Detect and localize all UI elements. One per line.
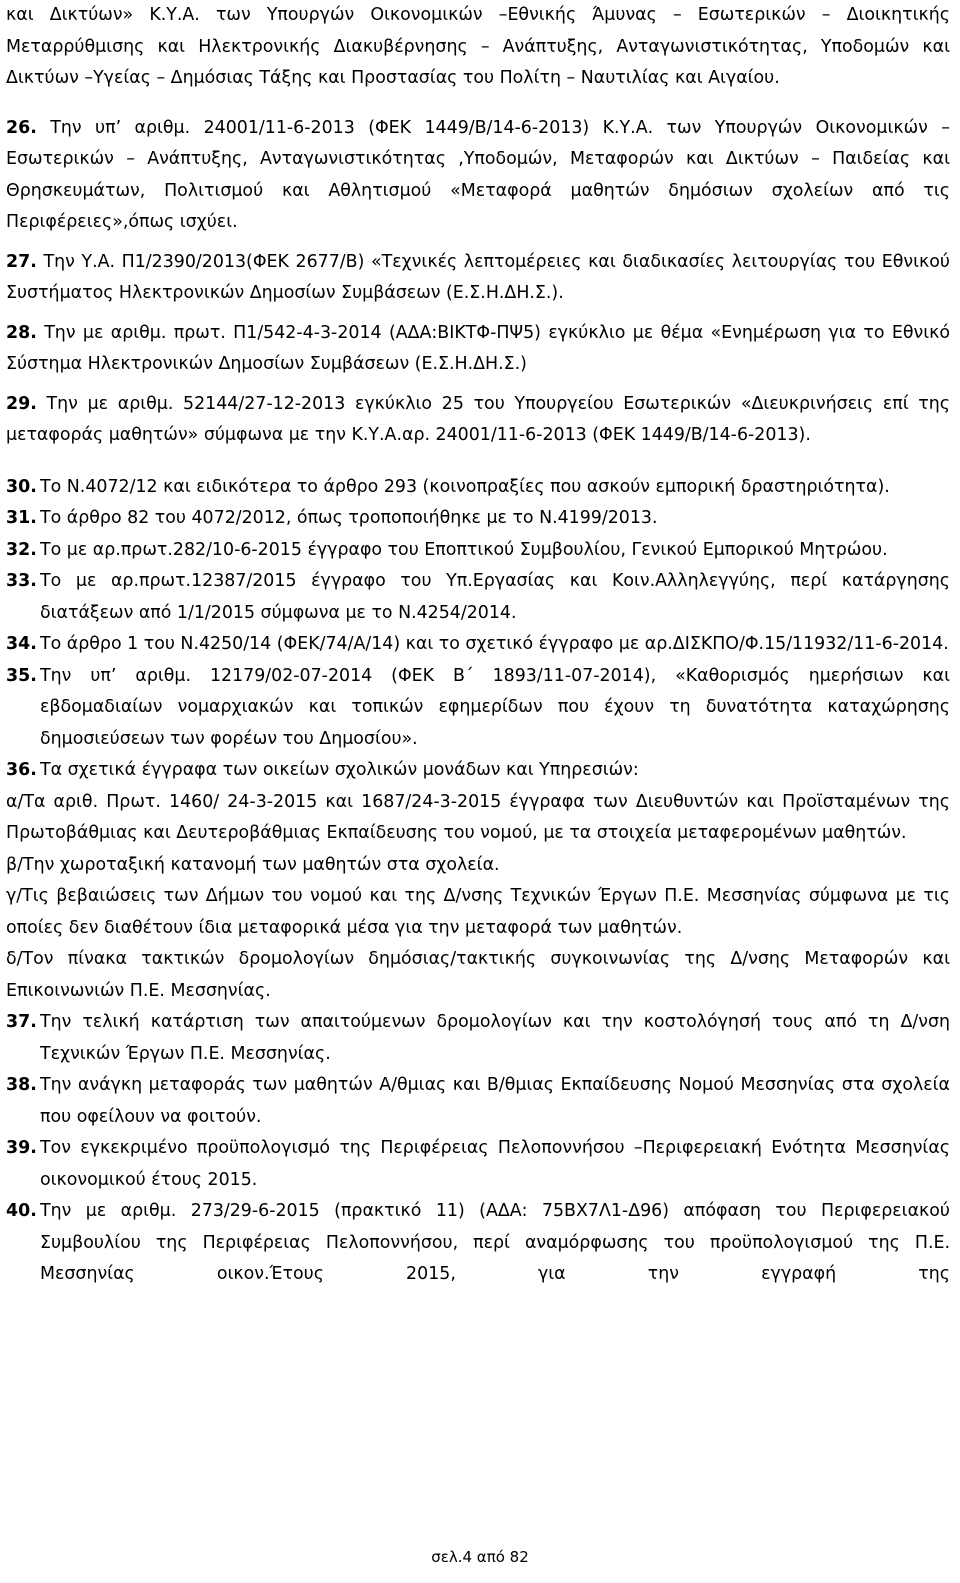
list-item-29 [6, 389, 950, 452]
list-item-30 [6, 472, 950, 504]
item-text: Το Ν.4072/12 και ειδικότερα το άρθρο 293 (κοινοπραξίες που ασκούν εμπορική δραστηριότητα). [40, 476, 890, 497]
item-text: Την με αριθμ. πρωτ. Π1/542-4-3-2014 (ΑΔΑ:ΒΙΚΤΦ-ΠΨ5) εγκύκλιο με θέμα «Ενημέρωση για το Εθνικό Σύστημα Ηλεκτρονικών Δημοσίων Συμβάσεων (Ε.Σ.Η.ΔΗ.Σ.) [6, 322, 950, 374]
item-number: 32. [6, 539, 37, 560]
item-text: Την ανάγκη μεταφοράς των μαθητών Α/θμιας και Β/θμιας Εκπαίδευσης Νομού Μεσσηνίας στα σχολεία που οφείλουν να φοιτούν. [40, 1075, 950, 1127]
item-number: 30. [6, 476, 37, 497]
list-item-27 [6, 247, 950, 310]
item-number: 35. [6, 665, 37, 686]
list-item-26 [6, 113, 950, 239]
list-item-34 [6, 629, 950, 661]
item-number: 38. [6, 1075, 37, 1095]
list-item-40 [6, 1196, 950, 1291]
list-item-39 [6, 1133, 950, 1196]
item-text: Τα σχετικά έγγραφα των οικείων σχολικών μονάδων και Υπηρεσιών: [40, 760, 639, 780]
item-number: 33. [6, 571, 37, 591]
item-text: Την υπ’ αριθμ. 24001/11-6-2013 (ΦΕΚ 1449/Β/14-6-2013) Κ.Υ.Α. των Υπουργών Οικονομικών – Εσωτερικών – Ανάπτυξης, Ανταγωνιστικότητας ,Υποδομών, Μεταφορών και Δικτύων – Παιδείας και Θρησκευμάτων, Πολιτισμού και Αθλητισμού «Μεταφορά μαθητών δημόσιων σχολείων από τις Περιφέρειες»,όπως ισχύει. [6, 117, 950, 232]
item-text: Το με αρ.πρωτ.282/10-6-2015 έγγραφο του Εποπτικού Συμβουλίου, Γενικού Εμπορικού Μητρώου. [40, 539, 888, 560]
item-number: 34. [6, 634, 37, 654]
list-item-36 [6, 755, 950, 787]
item-number: 37. [6, 1012, 37, 1032]
list-item-28 [6, 318, 950, 381]
sub-item-a: α/Τα αριθ. Πρωτ. 1460/ 24-3-2015 και 1687/24-3-2015 έγγραφα των Διευθυντών και Προϊσταμένων της Πρωτοβάθμιας και Δευτεροβάθμιας Εκπαίδευσης του νομού, με τα στοιχεία μεταφερομένων μαθητών. [6, 791, 950, 843]
sub-item-c: γ/Τις βεβαιώσεις των Δήμων του νομού και της Δ/νσης Τεχνικών Έργων Π.Ε. Μεσσηνίας σύμφωνα με τις οποίες δεν διαθέτουν ίδια μεταφορικά μέσα για την μεταφορά των μαθητών. [6, 886, 950, 938]
item-text: Το άρθρο 82 του 4072/2012, όπως τροποποιήθηκε με το Ν.4199/2013. [40, 508, 658, 528]
page-number: σελ.4 από 82 [431, 1548, 529, 1566]
list-item-38 [6, 1070, 950, 1133]
item-number: 28. [6, 322, 37, 343]
item-text: Τον εγκεκριμένο προϋπολογισμό της Περιφέρειας Πελοποννήσου –Περιφερειακή Ενότητα Μεσσηνίας οικονομικού έτους 2015. [40, 1138, 950, 1190]
item-number: 29. [6, 393, 37, 414]
sub-item-b: β/Την χωροταξική κατανομή των μαθητών στα σχολεία. [6, 854, 500, 875]
item-number: 26. [6, 117, 37, 138]
item-text: Το με αρ.πρωτ.12387/2015 έγγραφο του Υπ.Εργασίας και Κοιν.Αλληλεγγύης, περί κατάργησης διατάξεων από 1/1/2015 σύμφωνα με το Ν.4254/2014. [40, 571, 950, 623]
item-number: 39. [6, 1138, 37, 1158]
document-body [6, 0, 950, 1291]
item-number: 36. [6, 760, 37, 780]
sub-item-d: δ/Τον πίνακα τακτικών δρομολογίων δημόσιας/τακτικής συγκοινωνίας της Δ/νσης Μεταφορών και Επικοινωνιών Π.Ε. Μεσσηνίας. [6, 949, 950, 1001]
list-item-31 [6, 503, 950, 535]
item-text: Την τελική κατάρτιση των απαιτούμενων δρομολογίων και την κοστολόγησή τους από τη Δ/νση Τεχνικών Έργων Π.Ε. Μεσσηνίας. [40, 1012, 950, 1064]
item-number: 40. [6, 1201, 37, 1221]
intro-paragraph: και Δικτύων» Κ.Υ.Α. των Υπουργών Οικονομικών –Εθνικής Άμυνας – Εσωτερικών – Διοικητικής Μεταρρύθμισης και Ηλεκτρονικής Διακυβέρνησης – Ανάπτυξης, Ανταγωνιστικότητας, Υποδομών και Δικτύων –Υγείας – Δημόσιας Τάξης και Προστασίας του Πολίτη – Ναυτιλίας και Αιγαίου. [6, 5, 950, 88]
item-text: Την με αριθμ. 52144/27-12-2013 εγκύκλιο 25 του Υπουργείου Εσωτερικών «Διευκρινήσεις επί της μεταφοράς μαθητών» σύμφωνα με την Κ.Υ.Α.αρ. 24001/11-6-2013 (ΦΕΚ 1449/Β/14-6-2013). [6, 393, 950, 445]
item-text: Την με αριθμ. 273/29-6-2015 (πρακτικό 11) (ΑΔΑ: 75ΒΧ7Λ1-Δ96) απόφαση του Περιφερειακού Συμβουλίου της Περιφέρειας Πελοποννήσου, περί αναμόρφωσης του προϋπολογισμού της Π.Ε. Μεσσηνίας οικον.Έτους 2015, για την εγγραφή της [40, 1201, 950, 1284]
item-number: 31. [6, 508, 37, 528]
item-text: Την υπ’ αριθμ. 12179/02-07-2014 (ΦΕΚ Β΄ 1893/11-07-2014), «Καθορισμός ημερήσιων και εβδομαδιαίων νομαρχιακών και τοπικών εφημερίδων που έχουν τη δυνατότητα καταχώρησης δημοσιεύσεων των φορέων του Δημοσίου». [40, 665, 950, 749]
item-number: 27. [6, 251, 37, 272]
list-item-35 [6, 661, 950, 756]
item-text: Το άρθρο 1 του Ν.4250/14 (ΦΕΚ/74/Α/14) και το σχετικό έγγραφο με αρ.ΔΙΣΚΠΟ/Φ.15/11932/11-6-2014. [40, 634, 949, 654]
list-item-33 [6, 566, 950, 629]
item-text: Την Υ.Α. Π1/2390/2013(ΦΕΚ 2677/Β) «Τεχνικές λεπτομέρειες και διαδικασίες λειτουργίας του Εθνικού Συστήματος Ηλεκτρονικών Δημοσίων Συμβάσεων (Ε.Σ.Η.ΔΗ.Σ.). [6, 251, 950, 303]
list-item-32 [6, 535, 950, 567]
list-item-37 [6, 1007, 950, 1070]
